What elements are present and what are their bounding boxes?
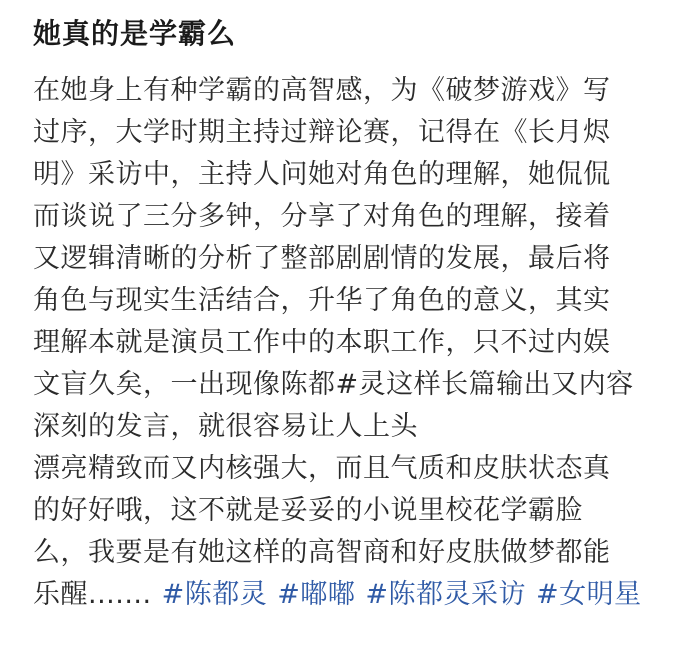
body-line: 角色与现实生活结合，升华了角色的意义，其实 [33, 285, 611, 316]
body-line: 深刻的发言，就很容易让人上头 [33, 411, 418, 442]
body-line: 又逻辑清晰的分析了整部剧剧情的发展，最后将 [33, 243, 611, 274]
post-title: 她真的是学霸么 [33, 17, 237, 50]
body-line: 而谈说了三分多钟，分享了对角色的理解，接着 [33, 201, 611, 232]
hashtag-link[interactable]: #女明星 [535, 579, 642, 610]
post-body [33, 70, 673, 616]
hashtag-link[interactable]: #嘟嘟 [277, 579, 356, 610]
body-line: 理解本就是演员工作中的本职工作，只不过内娱 [33, 327, 611, 358]
body-line: 在她身上有种学霸的高智感，为《破梦游戏》写 [33, 75, 611, 106]
body-line: 漂亮精致而又内核强大，而且气质和皮肤状态真 [33, 453, 611, 484]
body-last-line [33, 574, 673, 616]
body-line: 的好好哦，这不就是妥妥的小说里校花学霸脸 [33, 495, 583, 526]
body-line: 过序，大学时期主持过辩论赛，记得在《长月烬 [33, 117, 611, 148]
body-line: 文盲久矣，一出现像陈都#灵这样长篇输出又内容 [33, 369, 634, 400]
body-line: 么，我要是有她这样的高智商和好皮肤做梦都能 [33, 537, 611, 568]
hashtag-link[interactable]: #陈都灵采访 [365, 579, 526, 610]
hashtag-link[interactable]: #陈都灵 [161, 579, 268, 610]
body-line-prefix: 乐醒....... [33, 579, 152, 610]
body-line: 明》采访中，主持人问她对角色的理解，她侃侃 [33, 159, 611, 190]
